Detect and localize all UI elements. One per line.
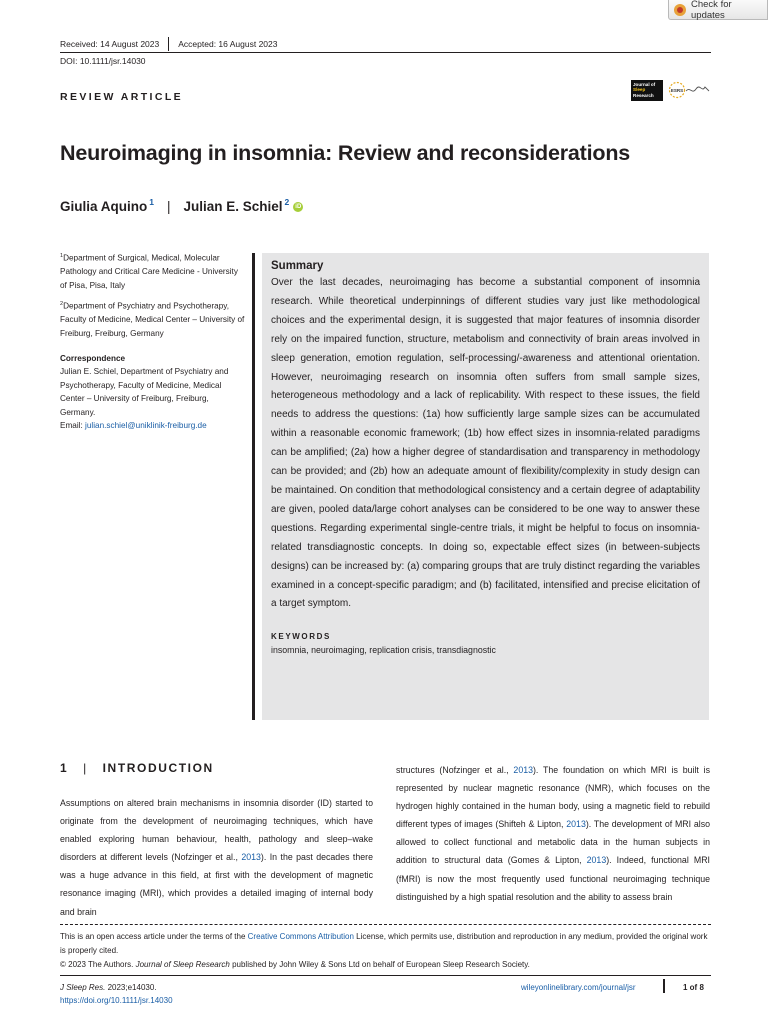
footer-citation: J Sleep Res. 2023;e14030. https://doi.org/10.1111/jsr.14030 xyxy=(60,983,173,1005)
journal-url-link[interactable]: wileyonlinelibrary.com/journal/jsr xyxy=(521,983,636,992)
article-type-label: REVIEW ARTICLE xyxy=(60,91,184,103)
correspondence-text: Julian E. Schiel, Department of Psychiatry and Psychotherapy, Faculty of Medicine, Medical Center – University of Freiburg, Freiburg, Germany. Email: julian.schiel@uniklinik-freiburg.de xyxy=(60,367,229,430)
keywords-list: insomnia, neuroimaging, replication crisis, transdiagnostic xyxy=(271,645,496,656)
author-name[interactable]: Julian E. Schiel xyxy=(183,199,283,214)
citation-link[interactable]: 2013 xyxy=(513,765,533,775)
citation-link[interactable]: 2013 xyxy=(241,852,261,863)
footer-rule xyxy=(60,975,711,976)
check-for-updates-button[interactable] xyxy=(668,0,768,20)
author-list xyxy=(60,196,303,214)
affiliation: $^2$Department of Psychiatry and Psychotherapy, Faculty of Medicine, Medical Center – University of Freiburg, Freiburg, Germany xyxy=(60,300,245,338)
society-logo-icon xyxy=(668,80,712,100)
citation-link[interactable]: 2013 xyxy=(586,855,607,866)
footer-divider xyxy=(663,979,665,993)
society-logo-text: ESRS xyxy=(670,88,684,93)
email-link[interactable]: julian.schiel@uniklinik-freiburg.de xyxy=(85,420,207,430)
journal-logo xyxy=(631,80,663,101)
affiliations-column xyxy=(60,250,245,432)
accepted-date: Accepted: 16 August 2023 xyxy=(178,39,278,49)
citation-link[interactable]: 2013 xyxy=(566,819,586,830)
correspondence-heading: Correspondence xyxy=(60,353,126,363)
author-separator: | xyxy=(166,199,171,214)
author-name[interactable]: Giulia Aquino xyxy=(60,199,148,214)
summary-heading: Summary xyxy=(271,260,324,272)
article-doi: DOI: 10.1111/jsr.14030 xyxy=(60,56,146,66)
author-affiliation-sup[interactable]: 2 xyxy=(284,196,290,207)
summary-accent-bar xyxy=(252,253,255,720)
body-column-right: structures (Nofzinger et al., 2013). The foundation on which MRI is built is represented by nuclear magnetic resonance (NMR), which focuses on the hydrogen highly contained in the human body, using a magnetic field to rebuild different types of images (Shifteh & Lipton, 2013). The development of MRI also allowed to collect functional and metabolic data in the human subjects in addition to structural data (Gomes & Lipton, 2013). Indeed, functional MRI (fMRI) is now the most frequently used functional neuroimaging technique distinguished by a high spatial resolution and the ability to assess brain xyxy=(396,765,710,902)
orcid-icon[interactable]: iD xyxy=(295,203,302,210)
section-heading: 1 | INTRODUCTION xyxy=(60,761,214,775)
keywords-heading: KEYWORDS xyxy=(271,632,331,642)
journal-logo-line-3: Research xyxy=(633,92,654,98)
body-column-left: Assumptions on altered brain mechanisms in insomnia disorder (ID) started to originate from the development of neuroimaging techniques, which have enabled exploring human behaviour, health, pathology and sleep–wake disorders at different levels (Nofzinger et al., 2013). In the past decades there was a huge advance in this field, at first with the development of magnetic resonance imaging (MRI), which provides a detailed imaging of internal body and brain xyxy=(60,798,373,917)
article-title: Neuroimaging in insomnia: Review and reconsiderations xyxy=(60,141,631,165)
header-rule xyxy=(60,52,711,53)
affiliation: $^1$Department of Surgical, Medical, Molecular Pathology and Critical Care Medicine - University of Pisa, Pisa, Italy xyxy=(60,253,238,290)
author-affiliation-sup[interactable]: 1 xyxy=(149,196,154,207)
footnote-divider xyxy=(60,924,711,925)
check-for-updates-label: Check for updates xyxy=(691,0,732,21)
doi-link[interactable]: https://doi.org/10.1111/jsr.14030 xyxy=(60,996,173,1005)
article-dates xyxy=(60,37,278,51)
summary-text: Over the last decades, neuroimaging has become a substantial component of insomnia research. While theoretical underpinnings of different studies vary just like methodological choices and the experimental design, it is suggested that major features of insomnia disorder rely on the impaired function, structure, metabolism and connectivity of brain areas involved in sleep generation, emotion regulation, self-processing/-awareness and attentional orientation. However, neuroimaging research on insomnia often suffers from small sample sizes, heterogeneous methodology and a lack of replicability. With respect to these issues, the field needs to address the questions: (1a) how sufficiently large sample sizes can be accumulated within a reasonable economic framework; (1b) how effect sizes in insomnia-related paradigms can be amplified; (2a) how a higher degree of standardisation and transparency in methodology can be provided; and (2b) how an adequate amount of flexibility/complexity in study design can be maintained. On condition that methodological consistency and a certain degree of adaptability are given, pooled data/large cohort analyses can be considered to be one way to answer these questions. Regarding experimental single-centre trials, it might be helpful to focus on insomnia-related transdiagnostic concepts. In doing so, expectable effect sizes (in between-subjects designs) can be increased by: (a) comparing groups that are truly distinct regarding the variables examined in a concept-specific paradigm; and (b) facilitated, intensified and precise elicitation of a target symptom. xyxy=(271,277,700,610)
received-date: Received: 14 August 2023 xyxy=(60,39,160,49)
date-divider xyxy=(168,37,169,51)
license-notice: This is an open access article under the terms of the Creative Commons Attribution License, which permits use, distribution and reproduction in any medium, provided the original work is properly cited. © 2023 The Authors. Journal of Sleep Research published by John Wiley & Sons Ltd on behalf of European Sleep Research Society. xyxy=(60,932,708,969)
journal-logo-line-2: Sleep xyxy=(633,87,646,93)
page-number: 1 of 8 xyxy=(683,983,704,992)
journal-logo-line-1: Journal of xyxy=(633,82,656,87)
creative-commons-link[interactable]: Creative Commons Attribution xyxy=(247,932,354,941)
summary-box xyxy=(262,253,709,720)
update-badge-icon xyxy=(674,4,686,16)
